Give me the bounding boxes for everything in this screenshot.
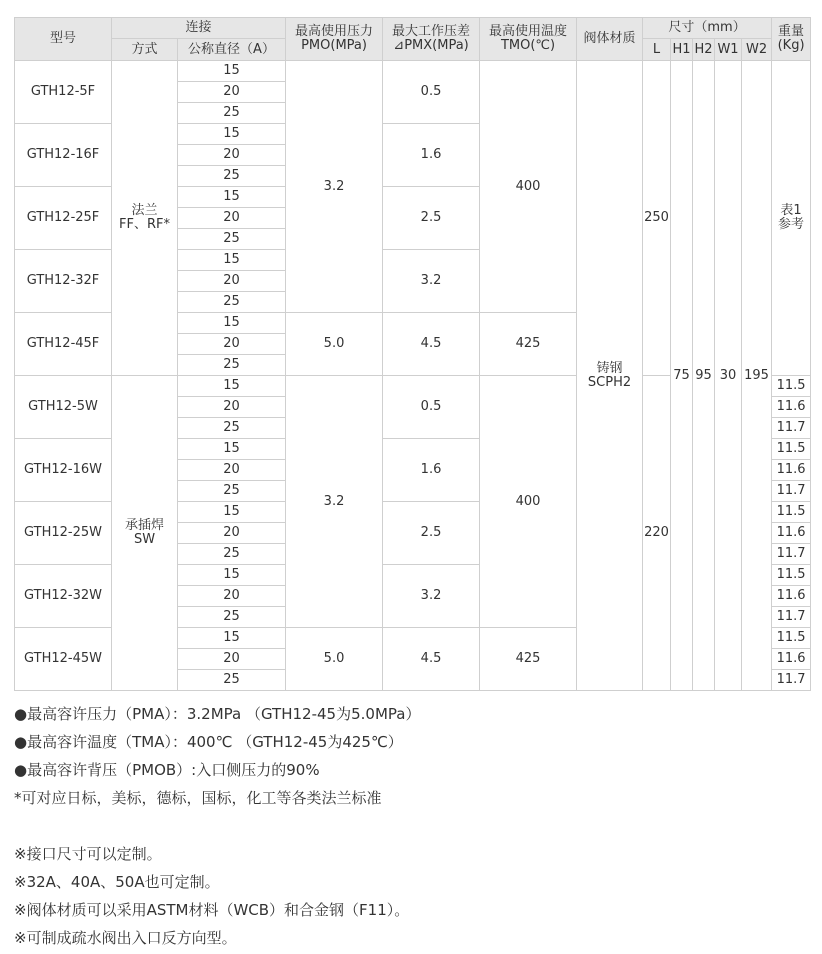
cell-dim-w1: 30 [715, 61, 742, 691]
cell-dim-l: 250 [643, 61, 671, 376]
cell-nominal-diameter: 15 [178, 250, 286, 271]
cell-pmx: 0.5 [383, 376, 480, 439]
cell-pmx: 1.6 [383, 439, 480, 502]
header-pmo: 最高使用压力 PMO(MPa) [286, 18, 383, 61]
remark-reverse-direction: ※可制成疏水阀出入口反方向型。 [14, 929, 237, 947]
cell-model: GTH12-5F [15, 61, 112, 124]
cell-weight-note: 表1 参考 [772, 61, 811, 376]
cell-nominal-diameter: 20 [178, 460, 286, 481]
cell-nominal-diameter: 15 [178, 61, 286, 82]
cell-weight: 11.7 [772, 607, 811, 628]
cell-nominal-diameter: 15 [178, 187, 286, 208]
header-weight: 重量 (Kg) [772, 18, 811, 61]
cell-tmo: 425 [480, 313, 577, 376]
cell-model: GTH12-16F [15, 124, 112, 187]
note-tma: ●最高容许温度（TMA）：400℃ （GTH12-45为425℃） [14, 733, 403, 751]
cell-dim-w2: 195 [742, 61, 772, 691]
header-pmx: 最大工作压差 ⊿PMX(MPa) [383, 18, 480, 61]
cell-model: GTH12-25W [15, 502, 112, 565]
cell-dim-l: 220 [643, 376, 671, 691]
cell-weight: 11.5 [772, 502, 811, 523]
cell-pmo: 5.0 [286, 313, 383, 376]
cell-nominal-diameter: 25 [178, 544, 286, 565]
cell-nominal-diameter: 20 [178, 82, 286, 103]
cell-connection-method: 法兰 FF、RF* [112, 61, 178, 376]
cell-pmx: 4.5 [383, 313, 480, 376]
cell-nominal-diameter: 20 [178, 523, 286, 544]
cell-tmo: 425 [480, 628, 577, 691]
cell-model: GTH12-16W [15, 439, 112, 502]
cell-weight: 11.6 [772, 523, 811, 544]
cell-nominal-diameter: 15 [178, 376, 286, 397]
cell-weight: 11.5 [772, 628, 811, 649]
cell-weight: 11.6 [772, 649, 811, 670]
cell-weight: 11.6 [772, 460, 811, 481]
remark-body-material: ※阀体材质可以采用ASTM材料（WCB）和合金钢（F11）。 [14, 901, 410, 919]
cell-nominal-diameter: 25 [178, 103, 286, 124]
cell-weight: 11.7 [772, 544, 811, 565]
cell-pmx: 3.2 [383, 250, 480, 313]
cell-nominal-diameter: 25 [178, 607, 286, 628]
cell-nominal-diameter: 15 [178, 502, 286, 523]
cell-pmx: 2.5 [383, 502, 480, 565]
cell-tmo: 400 [480, 376, 577, 628]
cell-model: GTH12-5W [15, 376, 112, 439]
cell-model: GTH12-45W [15, 628, 112, 691]
header-method: 方式 [112, 39, 178, 61]
cell-nominal-diameter: 15 [178, 628, 286, 649]
cell-nominal-diameter: 25 [178, 670, 286, 691]
cell-model: GTH12-32F [15, 250, 112, 313]
cell-nominal-diameter: 20 [178, 208, 286, 229]
header-material: 阀体材质 [577, 18, 643, 61]
cell-model: GTH12-25F [15, 187, 112, 250]
header-connection: 连接 [112, 18, 286, 39]
remark-sizes-available: ※32A、40A、50A也可定制。 [14, 873, 220, 891]
cell-nominal-diameter: 15 [178, 565, 286, 586]
header-nominal-diameter: 公称直径（A） [178, 39, 286, 61]
cell-weight: 11.7 [772, 481, 811, 502]
cell-pmx: 0.5 [383, 61, 480, 124]
cell-weight: 11.6 [772, 397, 811, 418]
cell-pmx: 4.5 [383, 628, 480, 691]
header-dim-w1: W1 [715, 39, 742, 61]
cell-body-material: 铸钢 SCPH2 [577, 61, 643, 691]
note-flange-standards: *可对应日标，美标，德标，国标，化工等各类法兰标准 [14, 789, 382, 807]
header-dim-h1: H1 [671, 39, 693, 61]
cell-nominal-diameter: 25 [178, 166, 286, 187]
cell-weight: 11.7 [772, 418, 811, 439]
cell-model: GTH12-45F [15, 313, 112, 376]
cell-nominal-diameter: 25 [178, 292, 286, 313]
table-header [15, 18, 811, 61]
cell-dim-h1: 75 [671, 61, 693, 691]
cell-weight: 11.5 [772, 376, 811, 397]
header-model: 型号 [15, 18, 112, 61]
cell-dim-h2: 95 [693, 61, 715, 691]
table-row [15, 61, 811, 82]
header-tmo: 最高使用温度 TMO(℃) [480, 18, 577, 61]
cell-pmx: 3.2 [383, 565, 480, 628]
cell-connection-method: 承插焊 SW [112, 376, 178, 691]
cell-nominal-diameter: 25 [178, 481, 286, 502]
table-body [15, 61, 811, 691]
cell-nominal-diameter: 25 [178, 355, 286, 376]
cell-pmo: 3.2 [286, 61, 383, 313]
cell-nominal-diameter: 15 [178, 313, 286, 334]
cell-pmo: 5.0 [286, 628, 383, 691]
header-dim-h2: H2 [693, 39, 715, 61]
remark-port-size: ※接口尺寸可以定制。 [14, 845, 162, 863]
cell-nominal-diameter: 20 [178, 586, 286, 607]
note-pmob: ●最高容许背压（PMOB）:入口侧压力的90% [14, 761, 320, 779]
cell-pmx: 1.6 [383, 124, 480, 187]
cell-nominal-diameter: 25 [178, 229, 286, 250]
cell-nominal-diameter: 20 [178, 145, 286, 166]
cell-nominal-diameter: 20 [178, 271, 286, 292]
cell-weight: 11.5 [772, 439, 811, 460]
cell-tmo: 400 [480, 61, 577, 313]
header-dimensions: 尺寸（mm） [643, 18, 772, 39]
cell-pmx: 2.5 [383, 187, 480, 250]
cell-pmo: 3.2 [286, 376, 383, 628]
note-pma: ●最高容许压力（PMA）：3.2MPa （GTH12-45为5.0MPa） [14, 705, 421, 723]
notes-section [14, 700, 810, 952]
cell-weight: 11.7 [772, 670, 811, 691]
cell-nominal-diameter: 20 [178, 334, 286, 355]
cell-nominal-diameter: 20 [178, 397, 286, 418]
spacer [14, 812, 810, 840]
cell-nominal-diameter: 15 [178, 124, 286, 145]
cell-model: GTH12-32W [15, 565, 112, 628]
cell-nominal-diameter: 15 [178, 439, 286, 460]
cell-nominal-diameter: 20 [178, 649, 286, 670]
cell-weight: 11.6 [772, 586, 811, 607]
cell-weight: 11.5 [772, 565, 811, 586]
spec-table [14, 17, 811, 691]
header-dim-w2: W2 [742, 39, 772, 61]
header-dim-l: L [643, 39, 671, 61]
cell-nominal-diameter: 25 [178, 418, 286, 439]
